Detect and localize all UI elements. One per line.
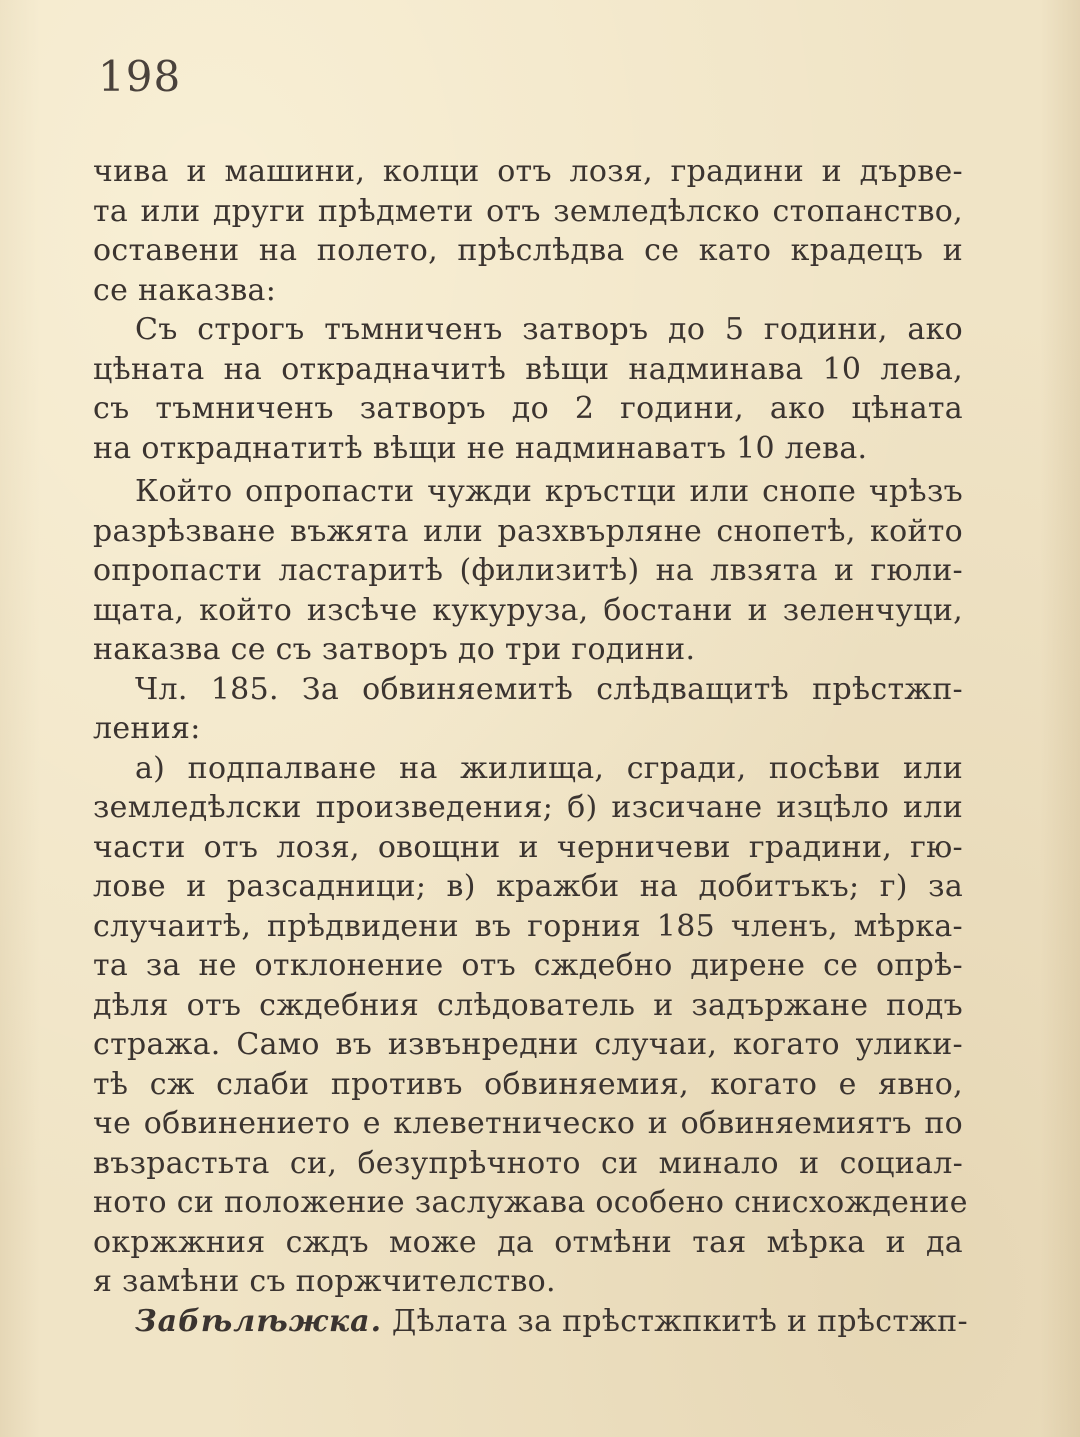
text-line: съ тъмниченъ затворъ до 2 години, ако цѣната [93, 391, 963, 426]
text-line: оставени на полето, прѣслѣдва се като крадецъ и [93, 233, 963, 268]
text-line: ления: [93, 711, 201, 746]
text-line: та за не отклонение отъ сждебно дирене се опрѣ- [93, 948, 963, 983]
text-line: та или други прѣдмети отъ земледѣлско стопанство, [93, 193, 963, 229]
text-line: тѣ сж слаби противъ обвиняемия, когато е явно, [93, 1066, 963, 1102]
text-line: възрастьта си, безупрѣчното си минало и социал- [93, 1145, 963, 1181]
text-line: щата, който изсѣче кукуруза, бостани и зеленчуци, [93, 592, 963, 628]
text-line: че обвинението е клеветническо и обвиняемиятъ по [93, 1106, 963, 1141]
text-line: наказва се съ затворъ до три години. [93, 632, 696, 667]
text-line: чива и машини, колци отъ лозя, градини и дърве- [93, 154, 963, 189]
text-line: окржжния сждъ може да отмѣни тая мѣрка и да [93, 1224, 963, 1260]
text-line: разрѣзване въжята или разхвърляне снопетѣ, който [93, 513, 963, 549]
text-line: се наказва: [93, 272, 277, 308]
text-line: случаитѣ, прѣдвидени въ горния 185 членъ, мѣрка- [93, 908, 963, 944]
note-label: Забѣлѣжка. [135, 1303, 383, 1339]
text-line: я замѣни съ поржчителство. [93, 1264, 556, 1299]
text-line: части отъ лозя, овощни и черничеви градини, гю- [93, 829, 963, 865]
body-text [93, 152, 968, 1341]
text-line: а) подпалване на жилища, сгради, посѣви или [135, 750, 963, 786]
text-line: цѣната на открадначитѣ вѣщи надминава 10 лева, [93, 351, 963, 387]
text-line: опропасти ластаритѣ (филизитѣ) на лвзята и гюли- [93, 553, 963, 588]
page-number: 198 [98, 52, 182, 101]
text-line: земледѣлски произведения; б) изсичане изцѣло или [93, 790, 963, 825]
text-line: дѣля отъ сждебния слѣдователь и задържане подъ [93, 987, 963, 1023]
text-line: Съ строгъ тъмниченъ затворъ до 5 години, ако [135, 312, 963, 347]
text-line: Който опропасти чужди кръстци или снопе чрѣзъ [135, 474, 963, 509]
text-line: стража. Само въ извънредни случаи, когато улики- [93, 1027, 963, 1062]
note-text: Дѣлата за прѣстжпкитѣ и прѣстжп- [391, 1303, 968, 1339]
text-line: на откраднатитѣ вѣщи не надминаватъ 10 лева. [93, 430, 868, 466]
text-line: ното си положение заслужава особено снисхождение [93, 1185, 968, 1220]
note-line [93, 1302, 968, 1342]
article-heading-line: Чл. 185. За обвиняемитѣ слѣдващитѣ прѣстжп- [135, 671, 963, 707]
text-line: лове и разсадници; в) кражби на добитъкъ; г) за [93, 869, 963, 904]
